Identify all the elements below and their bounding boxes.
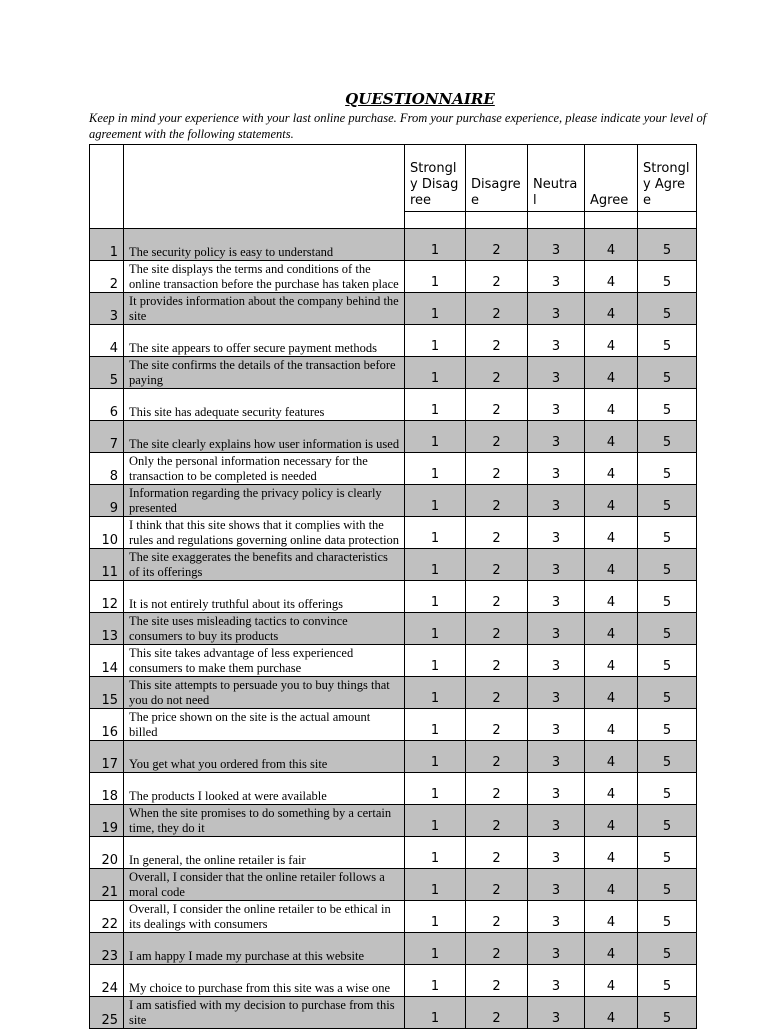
scale-option[interactable]: 4 [585,933,638,965]
scale-option[interactable]: 1 [405,933,466,965]
row-number: 18 [90,773,124,805]
scale-option[interactable]: 2 [466,709,528,741]
scale-option[interactable]: 4 [585,229,638,261]
scale-option[interactable]: 2 [466,261,528,293]
table-row [90,549,697,581]
row-number: 24 [90,965,124,997]
questionnaire-table [89,144,697,1029]
statement-text: The price shown on the site is the actual amount billed [124,709,405,741]
row-number: 13 [90,613,124,645]
table-row [90,357,697,389]
scale-option[interactable]: 2 [466,325,528,357]
statement-text: The site clearly explains how user information is used [124,421,405,453]
column-strongly-agree: Strongly Agree [638,145,697,212]
scale-option[interactable]: 5 [638,581,697,613]
scale-option[interactable]: 3 [528,453,585,485]
scale-option[interactable]: 2 [466,677,528,709]
scale-option[interactable]: 3 [528,805,585,837]
row-number: 10 [90,517,124,549]
scale-option[interactable]: 4 [585,357,638,389]
table-row [90,773,697,805]
scale-option[interactable]: 2 [466,421,528,453]
statement-text: This site takes advantage of less experienced consumers to make them purchase [124,645,405,677]
scale-option[interactable]: 1 [405,773,466,805]
row-number: 16 [90,709,124,741]
row-number: 9 [90,485,124,517]
scale-option[interactable]: 1 [405,805,466,837]
scale-option[interactable]: 4 [585,549,638,581]
scale-option[interactable]: 3 [528,869,585,901]
table-row [90,805,697,837]
scale-option[interactable]: 3 [528,357,585,389]
scale-option[interactable]: 1 [405,613,466,645]
row-number: 4 [90,325,124,357]
statement-text: This site has adequate security features [124,389,405,421]
column-neutral: Neutral [528,145,585,212]
row-number: 17 [90,741,124,773]
scale-option[interactable]: 1 [405,229,466,261]
scale-option[interactable]: 2 [466,805,528,837]
scale-option[interactable]: 2 [466,581,528,613]
column-strongly-disagree: Strongly Disagree [405,145,466,212]
row-number: 3 [90,293,124,325]
scale-option[interactable]: 4 [585,613,638,645]
scale-option[interactable]: 5 [638,293,697,325]
instructions: Keep in mind your experience with your last online purchase. From your purchase experience, please indicate your level of agreement with the following statements. [89,111,707,141]
table-row [90,421,697,453]
scale-option[interactable]: 4 [585,645,638,677]
statement-text: I think that this site shows that it complies with the rules and regulations governing online data protection [124,517,405,549]
scale-option[interactable]: 1 [405,453,466,485]
scale-option[interactable]: 4 [585,389,638,421]
scale-option[interactable]: 4 [585,453,638,485]
scale-option[interactable]: 5 [638,453,697,485]
row-number: 11 [90,549,124,581]
row-number: 21 [90,869,124,901]
scale-option[interactable]: 5 [638,709,697,741]
statement-text: My choice to purchase from this site was a wise one [124,965,405,997]
statement-text: Only the personal information necessary for the transaction to be completed is needed [124,453,405,485]
scale-option[interactable]: 1 [405,837,466,869]
scale-option[interactable]: 5 [638,933,697,965]
column-agree: Agree [585,145,638,212]
scale-option[interactable]: 2 [466,613,528,645]
scale-option[interactable]: 5 [638,229,697,261]
scale-option[interactable]: 4 [585,965,638,997]
scale-option[interactable]: 2 [466,837,528,869]
header-statement-cell [124,145,405,229]
scale-option[interactable]: 3 [528,549,585,581]
header-row [90,145,697,212]
scale-option[interactable]: 2 [466,453,528,485]
scale-option[interactable]: 1 [405,709,466,741]
scale-option[interactable]: 2 [466,933,528,965]
row-number: 14 [90,645,124,677]
table-row [90,869,697,901]
scale-option[interactable]: 1 [405,357,466,389]
row-number: 2 [90,261,124,293]
row-number: 19 [90,805,124,837]
table-row [90,933,697,965]
scale-option[interactable]: 3 [528,293,585,325]
table-row [90,485,697,517]
scale-option[interactable]: 3 [528,325,585,357]
scale-option[interactable]: 5 [638,741,697,773]
statement-text: The products I looked at were available [124,773,405,805]
scale-option[interactable]: 4 [585,709,638,741]
scale-option[interactable]: 3 [528,261,585,293]
scale-option[interactable]: 1 [405,261,466,293]
row-number: 25 [90,997,124,1029]
statement-text: The site appears to offer secure payment methods [124,325,405,357]
table-row [90,645,697,677]
scale-option[interactable]: 4 [585,677,638,709]
scale-option[interactable]: 2 [466,485,528,517]
statement-text: Overall, I consider the online retailer to be ethical in its dealings with consumers [124,901,405,933]
scale-option[interactable]: 5 [638,421,697,453]
statement-text: The site confirms the details of the transaction before paying [124,357,405,389]
scale-option[interactable]: 2 [466,869,528,901]
scale-option[interactable]: 3 [528,773,585,805]
scale-option[interactable]: 3 [528,741,585,773]
statement-text: Overall, I consider that the online retailer follows a moral code [124,869,405,901]
scale-option[interactable]: 4 [585,581,638,613]
scale-option[interactable]: 5 [638,389,697,421]
row-number: 12 [90,581,124,613]
scale-option[interactable]: 3 [528,933,585,965]
statement-text: In general, the online retailer is fair [124,837,405,869]
scale-option[interactable]: 5 [638,645,697,677]
scale-option[interactable]: 2 [466,389,528,421]
scale-option[interactable]: 1 [405,325,466,357]
scale-option[interactable]: 2 [466,357,528,389]
scale-option[interactable]: 5 [638,613,697,645]
table-row [90,965,697,997]
table-row [90,261,697,293]
scale-option[interactable]: 2 [466,549,528,581]
scale-option[interactable]: 5 [638,965,697,997]
scale-option[interactable]: 1 [405,389,466,421]
scale-option[interactable]: 3 [528,581,585,613]
scale-option[interactable]: 4 [585,293,638,325]
row-number: 7 [90,421,124,453]
scale-option[interactable]: 2 [466,741,528,773]
table-row [90,581,697,613]
scale-option[interactable]: 3 [528,229,585,261]
scale-option[interactable]: 5 [638,517,697,549]
scale-option[interactable]: 5 [638,773,697,805]
scale-option[interactable]: 3 [528,709,585,741]
scale-option[interactable]: 1 [405,421,466,453]
table-row [90,677,697,709]
statement-text: This site attempts to persuade you to buy things that you do not need [124,677,405,709]
scale-option[interactable]: 4 [585,421,638,453]
scale-option[interactable]: 2 [466,773,528,805]
row-number: 23 [90,933,124,965]
scale-option[interactable]: 4 [585,997,638,1029]
scale-option[interactable]: 1 [405,517,466,549]
statement-text: I am satisfied with my decision to purchase from this site [124,997,405,1029]
scale-option[interactable]: 4 [585,741,638,773]
scale-option[interactable]: 1 [405,869,466,901]
table-row [90,613,697,645]
scale-option[interactable]: 3 [528,837,585,869]
scale-option[interactable]: 4 [585,261,638,293]
scale-option[interactable]: 3 [528,517,585,549]
scale-option[interactable]: 5 [638,837,697,869]
scale-option[interactable]: 3 [528,613,585,645]
scale-option[interactable]: 4 [585,901,638,933]
statement-text: The site exaggerates the benefits and characteristics of its offerings [124,549,405,581]
table-row [90,837,697,869]
statement-text: The site displays the terms and conditions of the online transaction before the purchase has taken place [124,261,405,293]
scale-option[interactable]: 4 [585,773,638,805]
row-number: 15 [90,677,124,709]
scale-option[interactable]: 3 [528,965,585,997]
scale-option[interactable]: 1 [405,645,466,677]
scale-option[interactable]: 3 [528,677,585,709]
scale-option[interactable]: 2 [466,517,528,549]
scale-option[interactable]: 3 [528,997,585,1029]
scale-option[interactable]: 1 [405,485,466,517]
scale-option[interactable]: 3 [528,421,585,453]
scale-option[interactable]: 2 [466,229,528,261]
header-num-cell [90,145,124,229]
scale-option[interactable]: 5 [638,869,697,901]
table-row [90,293,697,325]
row-number: 5 [90,357,124,389]
column-disagree: Disagree [466,145,528,212]
scale-option[interactable]: 4 [585,837,638,869]
row-number: 8 [90,453,124,485]
scale-option[interactable]: 5 [638,485,697,517]
scale-option[interactable]: 5 [638,677,697,709]
scale-option[interactable]: 1 [405,901,466,933]
scale-option[interactable]: 3 [528,389,585,421]
scale-option[interactable]: 5 [638,357,697,389]
table-row [90,325,697,357]
scale-option[interactable]: 4 [585,869,638,901]
scale-option[interactable]: 1 [405,997,466,1029]
scale-option[interactable]: 5 [638,325,697,357]
table-row [90,453,697,485]
scale-option[interactable]: 2 [466,645,528,677]
row-number: 1 [90,229,124,261]
statement-text: Information regarding the privacy policy is clearly presented [124,485,405,517]
statement-text: I am happy I made my purchase at this website [124,933,405,965]
scale-option[interactable]: 3 [528,901,585,933]
scale-option[interactable]: 5 [638,997,697,1029]
row-number: 20 [90,837,124,869]
scale-option[interactable]: 2 [466,293,528,325]
scale-option[interactable]: 2 [466,997,528,1029]
scale-option[interactable]: 2 [466,901,528,933]
scale-option[interactable]: 5 [638,549,697,581]
scale-option[interactable]: 1 [405,677,466,709]
scale-option[interactable]: 5 [638,805,697,837]
scale-option[interactable]: 4 [585,517,638,549]
scale-option[interactable]: 5 [638,261,697,293]
scale-option[interactable]: 4 [585,805,638,837]
scale-option[interactable]: 1 [405,741,466,773]
scale-option[interactable]: 3 [528,645,585,677]
row-number: 6 [90,389,124,421]
table-row [90,901,697,933]
document-title: QUESTIONNAIRE [345,90,495,108]
scale-option[interactable]: 1 [405,549,466,581]
table-row [90,709,697,741]
statement-text: You get what you ordered from this site [124,741,405,773]
scale-option[interactable]: 4 [585,485,638,517]
scale-option[interactable]: 3 [528,485,585,517]
scale-option[interactable]: 1 [405,581,466,613]
statement-text: It provides information about the company behind the site [124,293,405,325]
statement-text: The security policy is easy to understand [124,229,405,261]
scale-option[interactable]: 5 [638,901,697,933]
table-row [90,517,697,549]
table-row [90,741,697,773]
row-number: 22 [90,901,124,933]
table-row [90,389,697,421]
scale-option[interactable]: 2 [466,965,528,997]
table-row [90,229,697,261]
scale-option[interactable]: 4 [585,325,638,357]
statement-text: It is not entirely truthful about its offerings [124,581,405,613]
statement-text: When the site promises to do something by a certain time, they do it [124,805,405,837]
statement-text: The site uses misleading tactics to convince consumers to buy its products [124,613,405,645]
scale-option[interactable]: 1 [405,293,466,325]
scale-option[interactable]: 1 [405,965,466,997]
